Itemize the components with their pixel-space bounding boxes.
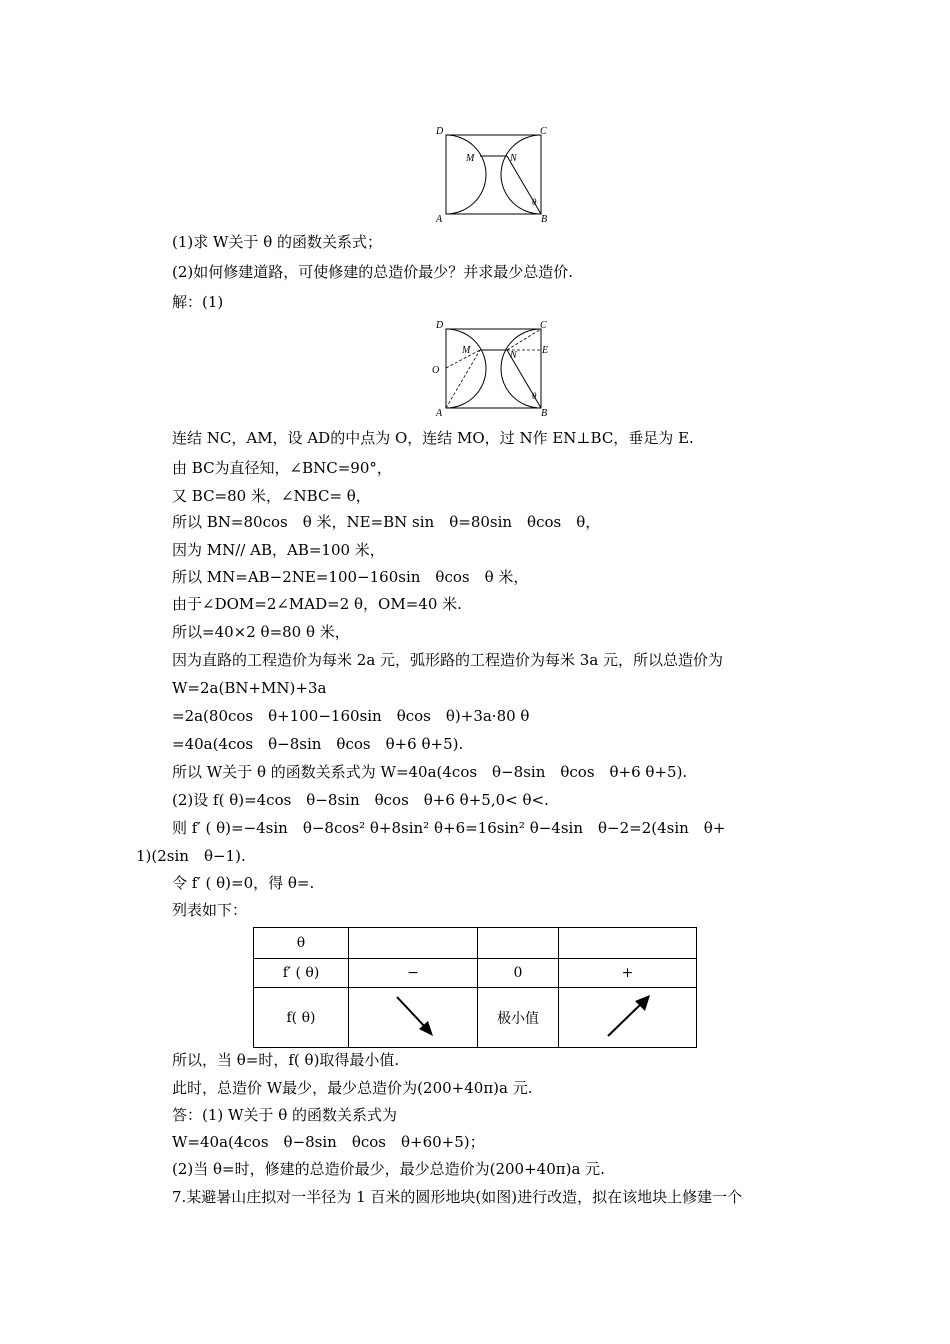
table-cell: θ xyxy=(254,928,349,959)
table-row xyxy=(254,928,697,959)
solution-line: 令 f′ ( θ)=0，得 θ=. xyxy=(172,874,315,892)
table-cell xyxy=(478,928,559,959)
solution-line: =2a(80cos θ+100−160sin θcos θ)+3a·80 θ xyxy=(172,707,530,725)
label-E: E xyxy=(542,345,549,356)
solution-line: 1)(2sin θ−1). xyxy=(136,847,246,865)
solution-line: 连结 NC，AM，设 AD的中点为 O，连结 MO，过 N作 EN⊥BC，垂足为 E. xyxy=(172,429,694,447)
label-M: M xyxy=(466,153,475,164)
answer-line: 答：(1) W关于 θ 的函数关系式为 xyxy=(172,1106,398,1124)
solution-line: 所以 W关于 θ 的函数关系式为 W=40a(4cos θ−8sin θcos θ+6 θ+5). xyxy=(172,763,688,781)
solution-line: 列表如下： xyxy=(172,901,248,919)
conclusion-line: 所以，当 θ=时，f( θ)取得最小值. xyxy=(172,1051,400,1069)
solution-line: 由 BC为直径知，∠BNC=90°， xyxy=(172,459,392,477)
table-cell-arrow-up xyxy=(559,988,697,1048)
table-cell: + xyxy=(559,959,697,988)
solution-line: 所以=40×2 θ=80 θ 米， xyxy=(172,623,350,641)
solution-line: 因为 MN// AB，AB=100 米， xyxy=(172,541,385,559)
sign-table xyxy=(253,927,697,1048)
table-row xyxy=(254,988,697,1048)
label-B: B xyxy=(541,408,548,419)
label-B: B xyxy=(541,214,548,225)
solution-line: 由于∠DOM=2∠MAD=2 θ，OM=40 米. xyxy=(172,595,462,613)
label-theta: θ xyxy=(532,197,537,207)
solution-line: 所以 MN=AB−2NE=100−160sin θcos θ 米， xyxy=(172,568,529,586)
table-cell: f( θ) xyxy=(254,988,349,1048)
table-cell-arrow-down xyxy=(349,988,478,1048)
figure-1 xyxy=(428,122,558,226)
solution-line: 又 BC=80 米，∠NBC= θ， xyxy=(172,487,371,505)
table-cell xyxy=(349,928,478,959)
label-N: N xyxy=(510,350,517,361)
question-1: (1)求 W关于 θ 的函数关系式； xyxy=(172,233,383,251)
table-cell: f′ ( θ) xyxy=(254,959,349,988)
label-D: D xyxy=(436,320,444,331)
solution-line: =40a(4cos θ−8sin θcos θ+6 θ+5). xyxy=(172,735,464,753)
label-O: O xyxy=(432,365,440,376)
label-A: A xyxy=(436,214,443,225)
solution-line: (2)设 f( θ)=4cos θ−8sin θcos θ+6 θ+5,0< θ<. xyxy=(172,791,549,809)
label-M: M xyxy=(462,345,471,356)
solution-line: 则 f′ ( θ)=−4sin θ−8cos² θ+8sin² θ+6=16sin² θ−4sin θ−2=2(4sin θ+ xyxy=(172,819,726,837)
label-N: N xyxy=(510,153,517,164)
label-A: A xyxy=(436,408,443,419)
label-C: C xyxy=(540,126,547,137)
table-cell: 极小值 xyxy=(478,988,559,1048)
figure-2-diagram xyxy=(428,316,558,420)
label-theta: θ xyxy=(532,391,537,401)
table-row xyxy=(254,959,697,988)
table-cell: 0 xyxy=(478,959,559,988)
figure-1-diagram xyxy=(428,122,558,226)
solution-label: 解：(1) xyxy=(172,293,224,311)
solution-line: W=2a(BN+MN)+3a xyxy=(172,679,327,697)
figure-2 xyxy=(428,316,558,420)
question-2: (2)如何修建道路，可使修建的总造价最少？并求最少总造价. xyxy=(172,263,574,281)
label-C: C xyxy=(540,320,547,331)
table-cell: − xyxy=(349,959,478,988)
increasing-arrow-icon xyxy=(598,991,658,1041)
solution-line: 因为直路的工程造价为每米 2a 元，弧形路的工程造价为每米 3a 元，所以总造价为 xyxy=(172,651,724,669)
table-cell xyxy=(559,928,697,959)
conclusion-line: 此时，总造价 W最少，最少总造价为(200+40π)a 元. xyxy=(172,1079,533,1097)
answer-line: (2)当 θ=时，修建的总造价最少，最少总造价为(200+40π)a 元. xyxy=(172,1160,605,1178)
next-question: 7.某避暑山庄拟对一半径为 1 百米的圆形地块(如图)进行改造，拟在该地块上修建一个 xyxy=(172,1188,743,1206)
solution-line: 所以 BN=80cos θ 米，NE=BN sin θ=80sin θcos θ， xyxy=(172,513,601,531)
label-D: D xyxy=(436,126,444,137)
decreasing-arrow-icon xyxy=(383,991,443,1041)
answer-line: W=40a(4cos θ−8sin θcos θ+60+5)； xyxy=(172,1133,485,1151)
